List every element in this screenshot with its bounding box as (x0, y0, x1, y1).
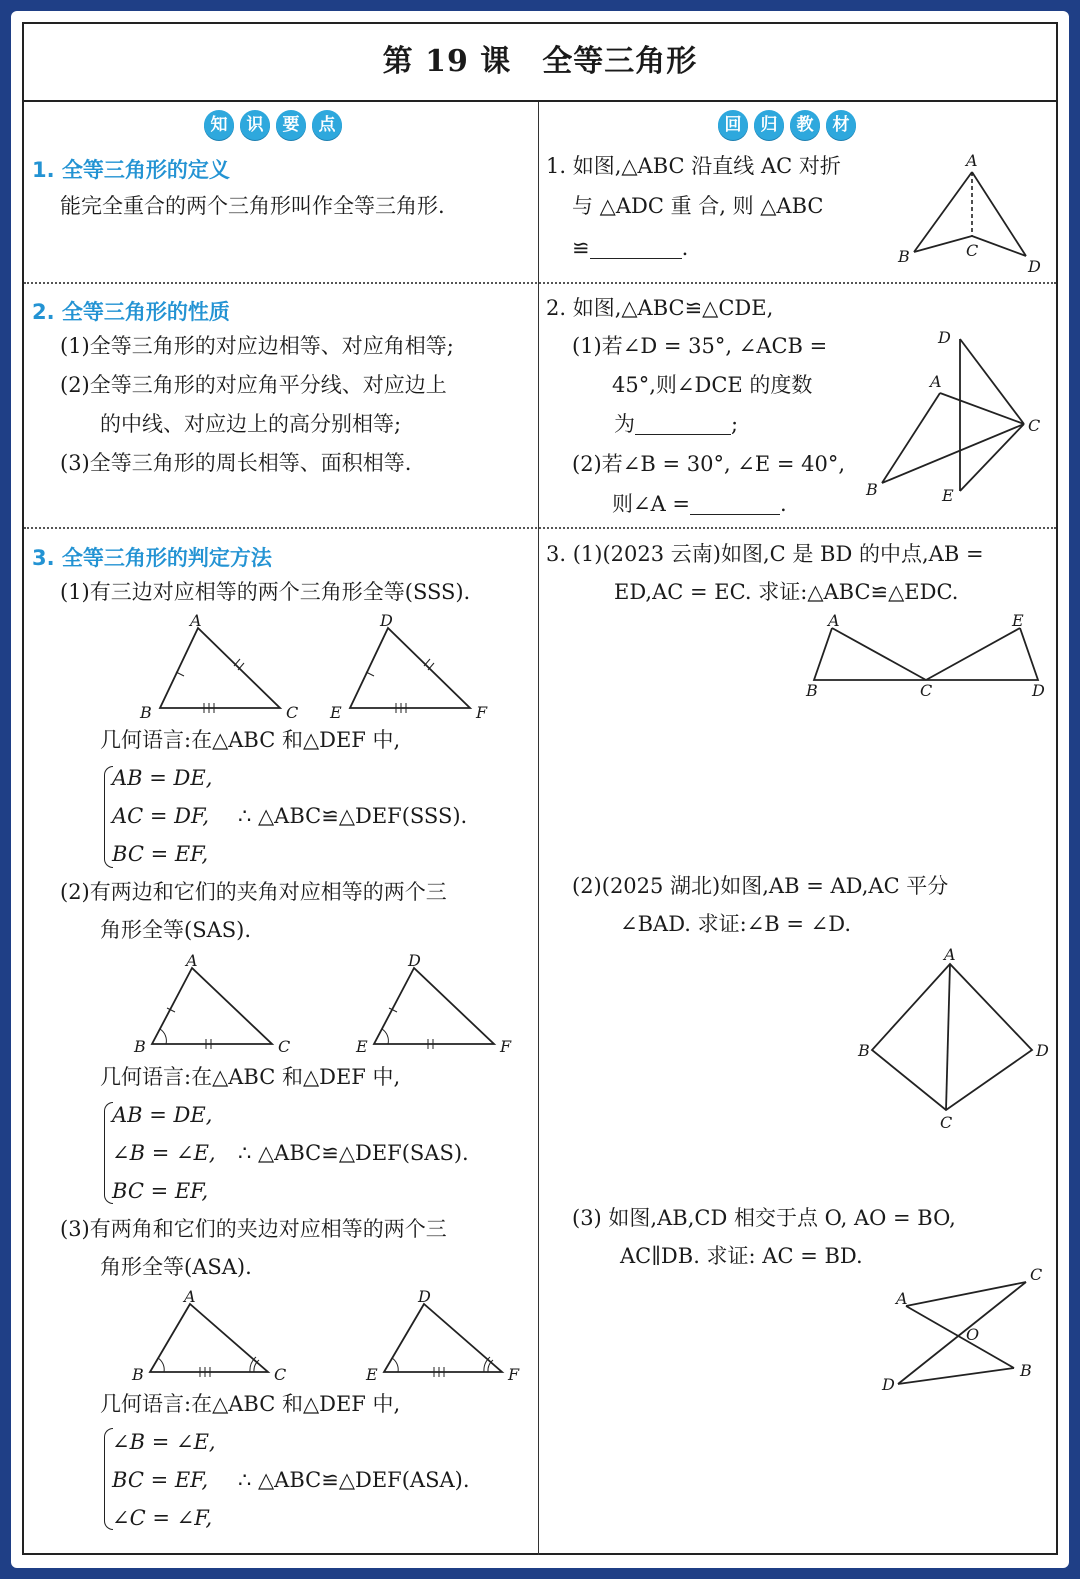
q3-part2-text: ∠BAD. 求证:∠B = ∠D. (620, 912, 852, 936)
answer-blank[interactable] (635, 434, 731, 435)
label-A: A (828, 611, 840, 630)
asa-rule-cont: 角形全等(ASA). (100, 1255, 252, 1279)
label-D: D (1036, 1041, 1049, 1060)
q2-text: ; (731, 412, 739, 436)
label-B: B (858, 1041, 870, 1060)
section-3-heading: 3. 全等三角形的判定方法 (32, 546, 272, 570)
badge-char: 识 (240, 110, 270, 140)
sas-conclusion: ∴ △ABC≌△DEF(SAS). (238, 1141, 469, 1165)
label-C: C (1028, 416, 1041, 435)
label-E: E (1012, 611, 1024, 630)
label-C: C (278, 1037, 291, 1056)
answer-blank[interactable] (690, 514, 780, 515)
property-item: (3)全等三角形的周长相等、面积相等. (60, 451, 412, 475)
column-divider (538, 102, 539, 1555)
q2-answer-line-1 (614, 414, 738, 435)
label-C: C (966, 241, 979, 260)
q2-text: (2)若∠B = 30°, ∠E = 40°, (572, 452, 846, 476)
label-E: E (356, 1037, 368, 1056)
label-B: B (898, 247, 910, 266)
label-F: F (508, 1365, 520, 1384)
q2-text: 2. 如图,△ABC≌△CDE, (546, 296, 774, 320)
q3-part1-figure (794, 611, 1045, 704)
textbook-review-badge (718, 110, 856, 140)
row-divider-2 (24, 527, 1056, 529)
asa-conclusion: ∴ △ABC≌△DEF(ASA). (238, 1468, 470, 1492)
badge-char: 教 (790, 110, 820, 140)
congruent-symbol: ≌ (572, 236, 590, 260)
label-A: A (930, 372, 942, 391)
property-item: (1)全等三角形的对应边相等、对应角相等; (60, 334, 454, 358)
sss-triangles-figure (134, 611, 514, 724)
worksheet (22, 22, 1058, 1555)
label-F: F (500, 1037, 512, 1056)
sas-rule-cont: 角形全等(SAS). (100, 918, 251, 942)
label-C: C (286, 703, 299, 722)
label-C: C (1030, 1265, 1043, 1284)
label-D: D (418, 1287, 431, 1306)
q2-figure (864, 329, 1054, 519)
label-F: F (476, 703, 488, 722)
label-D: D (1028, 257, 1041, 276)
asa-rule: (3)有两角和它们的夹边对应相等的两个三 (60, 1217, 447, 1241)
label-E: E (366, 1365, 378, 1384)
q2-text: 45°,则∠DCE 的度数 (612, 373, 813, 397)
sss-geometry-language: 几何语言:在△ABC 和△DEF 中, (100, 728, 401, 752)
page-title: 第 19 课 全等三角形 (24, 24, 1056, 102)
badge-char: 点 (312, 110, 342, 140)
label-B: B (140, 703, 152, 722)
asa-triangles-figure (120, 1288, 520, 1398)
label-C: C (274, 1365, 287, 1384)
sss-condition: BC = EF, (112, 842, 209, 866)
property-item: 的中线、对应边上的高分别相等; (100, 412, 402, 436)
label-A: A (184, 1287, 196, 1306)
label-O: O (966, 1325, 980, 1344)
label-E: E (330, 703, 342, 722)
row-divider-1 (24, 282, 1056, 284)
label-C: C (920, 681, 933, 700)
q3-part3-figure (874, 1264, 1054, 1394)
section-1-heading: 1. 全等三角形的定义 (32, 158, 230, 182)
label-B: B (866, 480, 878, 499)
badge-char: 归 (754, 110, 784, 140)
sas-condition: BC = EF, (112, 1179, 209, 1203)
q2-text: 为 (614, 412, 635, 436)
sss-conclusion: ∴ △ABC≌△DEF(SSS). (238, 804, 468, 828)
label-B: B (132, 1365, 144, 1384)
label-A: A (966, 151, 978, 170)
q2-text: . (780, 492, 787, 516)
label-D: D (938, 328, 951, 347)
label-A: A (186, 951, 198, 970)
asa-condition: BC = EF, (112, 1468, 209, 1492)
q3-part1-text: ED,AC = EC. 求证:△ABC≌△EDC. (614, 580, 959, 604)
q2-text: (1)若∠D = 35°, ∠ACB = (572, 334, 828, 358)
label-B: B (1020, 1361, 1032, 1380)
label-B: B (134, 1037, 146, 1056)
asa-condition: ∠C = ∠F, (112, 1506, 213, 1530)
q1-figure (896, 152, 1046, 277)
q1-answer-line: ≌ . (572, 236, 689, 260)
q3-part1-text: 3. (1)(2023 云南)如图,C 是 BD 的中点,AB = (546, 542, 984, 566)
sss-condition: AB = DE, (112, 766, 213, 790)
answer-blank[interactable] (590, 258, 682, 259)
sas-condition: ∠B = ∠E, (112, 1141, 216, 1165)
sss-rule: (1)有三边对应相等的两个三角形全等(SSS). (60, 580, 471, 604)
badge-char: 要 (276, 110, 306, 140)
q1-text: 与 △ADC 重 合, 则 △ABC (572, 194, 824, 218)
q2-answer-line-2 (612, 494, 787, 515)
sss-condition: AC = DF, (112, 804, 209, 828)
q3-part2-figure (856, 946, 1056, 1131)
sas-geometry-language: 几何语言:在△ABC 和△DEF 中, (100, 1065, 401, 1089)
q3-part3-text: (3) 如图,AB,CD 相交于点 O, AO = BO, (572, 1206, 956, 1230)
label-C: C (940, 1113, 953, 1132)
label-D: D (380, 611, 393, 630)
q3-part2-text: (2)(2025 湖北)如图,AB = AD,AC 平分 (572, 874, 949, 898)
sas-triangles-figure (120, 952, 520, 1062)
q1-text: 1. 如图,△ABC 沿直线 AC 对折 (546, 154, 841, 178)
asa-condition: ∠B = ∠E, (112, 1430, 216, 1454)
sas-condition: AB = DE, (112, 1103, 213, 1127)
badge-char: 材 (826, 110, 856, 140)
label-D: D (408, 951, 421, 970)
q3-part3-text: AC∥DB. 求证: AC = BD. (620, 1244, 863, 1268)
badge-char: 回 (718, 110, 748, 140)
label-D: D (1032, 681, 1045, 700)
q2-text: 则∠A = (612, 492, 691, 516)
badge-char: 知 (204, 110, 234, 140)
asa-geometry-language: 几何语言:在△ABC 和△DEF 中, (100, 1392, 401, 1416)
property-item: (2)全等三角形的对应角平分线、对应边上 (60, 373, 447, 397)
label-E: E (942, 486, 954, 505)
section-1-body: 能完全重合的两个三角形叫作全等三角形. (60, 194, 445, 218)
knowledge-points-badge (204, 110, 342, 140)
label-A: A (944, 945, 956, 964)
label-A: A (190, 611, 202, 630)
label-B: B (806, 681, 818, 700)
label-A: A (896, 1289, 908, 1308)
label-D: D (882, 1375, 895, 1394)
sas-rule: (2)有两边和它们的夹角对应相等的两个三 (60, 880, 447, 904)
section-2-heading: 2. 全等三角形的性质 (32, 300, 230, 324)
